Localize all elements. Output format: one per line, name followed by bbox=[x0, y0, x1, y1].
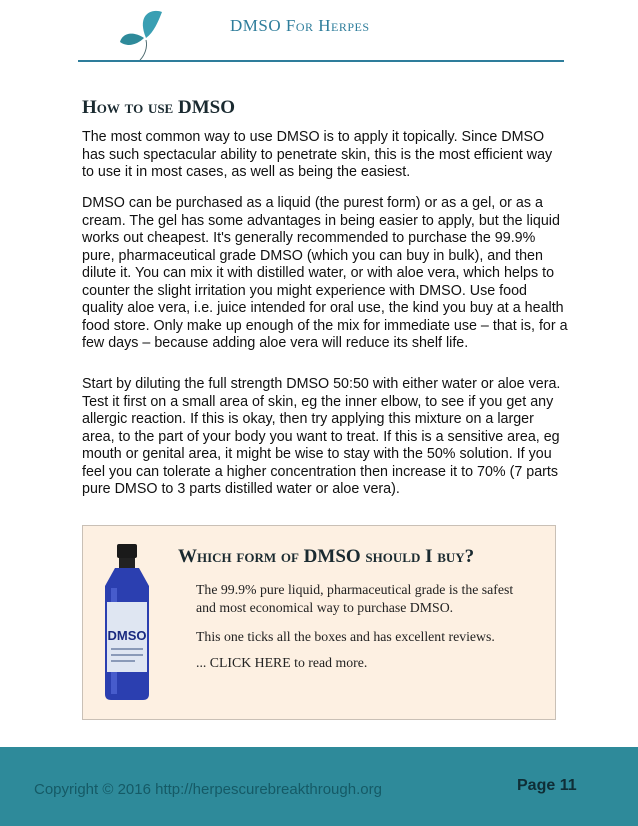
section-heading: How to use DMSO bbox=[82, 97, 235, 118]
header-divider bbox=[78, 60, 564, 62]
paragraph: DMSO can be purchased as a liquid (the purest form) or as a gel, or as a cream. The gel has some advantages in being easier to apply, but the liquid works out cheapest. It's generally recommended to purchase the 99.9% pure, pharmaceutical grade DMSO (which you can buy in bulk), and then dilute it. You can mix it with distilled water, or with aloe vera, which helps to counter the slight irritation you might experience with DMSO. Use food quality aloe vera, i.e. juice intended for oral use, the kind you buy at a health food store. Only make up enough of the mix for immediate use – that is, for a few days – because adding aloe vera will reduce its shelf life. bbox=[82, 195, 568, 351]
page-footer bbox=[0, 747, 638, 826]
page-number: Page 11 bbox=[517, 777, 577, 794]
callout-heading: Which form of DMSO should I buy? bbox=[178, 546, 475, 567]
paragraph: Start by diluting the full strength DMSO 50:50 with either water or aloe vera. Test it first on a small area of skin, eg the inner elbow, to see if you get any allergic reaction. If this is okay, then try applying this mixture on a larger area, to the part of your body you want to treat. If this is a sensitive area, eg mouth or genital area, it might be wise to stay with the 50% solution. If you feel you can tolerate a higher concentration then increase it to 70% (7 parts pure DMSO to 3 parts distilled water or aloe vera). bbox=[82, 376, 561, 497]
click-here-link[interactable]: ... CLICK HERE to read more. bbox=[196, 655, 368, 670]
footer-copyright: Copyright © 2016 http://herpescurebreakthrough.org bbox=[34, 781, 382, 798]
butterfly-logo-icon bbox=[118, 8, 168, 62]
dmso-bottle-image[interactable] bbox=[95, 544, 159, 702]
bottle-label: DMSO bbox=[107, 628, 147, 643]
callout-text: The 99.9% pure liquid, pharmaceutical grade is the safest and most economical way to purchase DMSO. bbox=[196, 582, 514, 615]
buy-callout-box bbox=[82, 525, 556, 720]
paragraph: The most common way to use DMSO is to apply it topically. Since DMSO has such spectacular ability to penetrate skin, this is the most efficient way to use it in most cases, as well as being the easiest. bbox=[82, 129, 553, 180]
header-title: DMSO For Herpes bbox=[230, 16, 370, 35]
callout-text: This one ticks all the boxes and has excellent reviews. bbox=[196, 629, 495, 644]
